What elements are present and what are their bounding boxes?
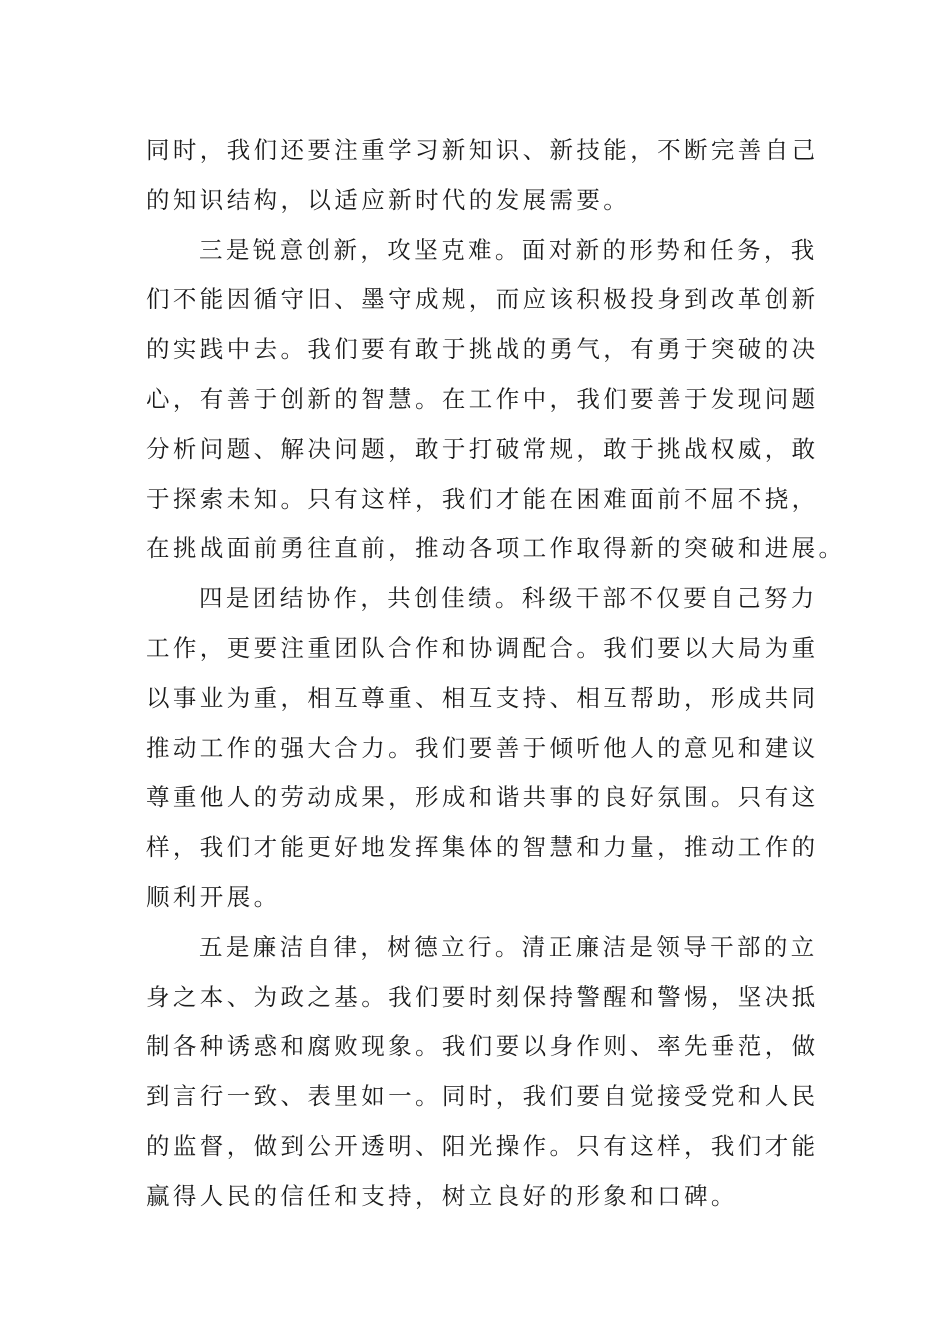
text-line: 分析问题、解决问题，敢于打破常规，敢于挑战权威，敢 (146, 434, 819, 463)
text-line: 样，我们才能更好地发挥集体的智慧和力量，推动工作的 (146, 833, 819, 862)
body-text (146, 126, 846, 1222)
text-line: 顺利开展。 (146, 882, 281, 911)
text-line: 的实践中去。我们要有敢于挑战的勇气，有勇于突破的决 (146, 335, 819, 364)
text-line: 赢得人民的信任和支持，树立良好的形象和口碑。 (146, 1181, 738, 1210)
text-line: 推动工作的强大合力。我们要善于倾听他人的意见和建议 (146, 733, 819, 762)
text-line: 心，有善于创新的智慧。在工作中，我们要善于发现问题 (146, 384, 819, 413)
text-line: 身之本、为政之基。我们要时刻保持警醒和警惕，坚决抵 (146, 982, 819, 1011)
text-line: 尊重他人的劳动成果，形成和谐共事的良好氛围。只有这 (146, 783, 819, 812)
text-line: 在挑战面前勇往直前，推动各项工作取得新的突破和进展。 (146, 534, 846, 563)
paragraph-5-start: 五是廉洁自律，树德立行。清正廉洁是领导干部的立 (199, 932, 818, 961)
text-line: 于探索未知。只有这样，我们才能在困难面前不屈不挠， (146, 484, 819, 513)
paragraph-4-start: 四是团结协作，共创佳绩。科级干部不仅要自己努力 (199, 584, 818, 613)
paragraph-3-start: 三是锐意创新，攻坚克难。面对新的形势和任务，我 (199, 235, 818, 264)
text-line: 同时，我们还要注重学习新知识、新技能，不断完善自己 (146, 136, 819, 164)
text-line: 以事业为重，相互尊重、相互支持、相互帮助，形成共同 (146, 683, 819, 712)
text-line: 的监督，做到公开透明、阳光操作。只有这样，我们才能 (146, 1131, 819, 1160)
text-line: 工作，更要注重团队合作和协调配合。我们要以大局为重 (146, 633, 819, 662)
text-line: 到言行一致、表里如一。同时，我们要自觉接受党和人民 (146, 1082, 819, 1111)
text-line: 制各种诱惑和腐败现象。我们要以身作则、率先垂范，做 (146, 1032, 819, 1061)
text-line: 们不能因循守旧、墨守成规，而应该积极投身到改革创新 (146, 285, 819, 314)
text-line: 的知识结构，以适应新时代的发展需要。 (146, 185, 631, 214)
